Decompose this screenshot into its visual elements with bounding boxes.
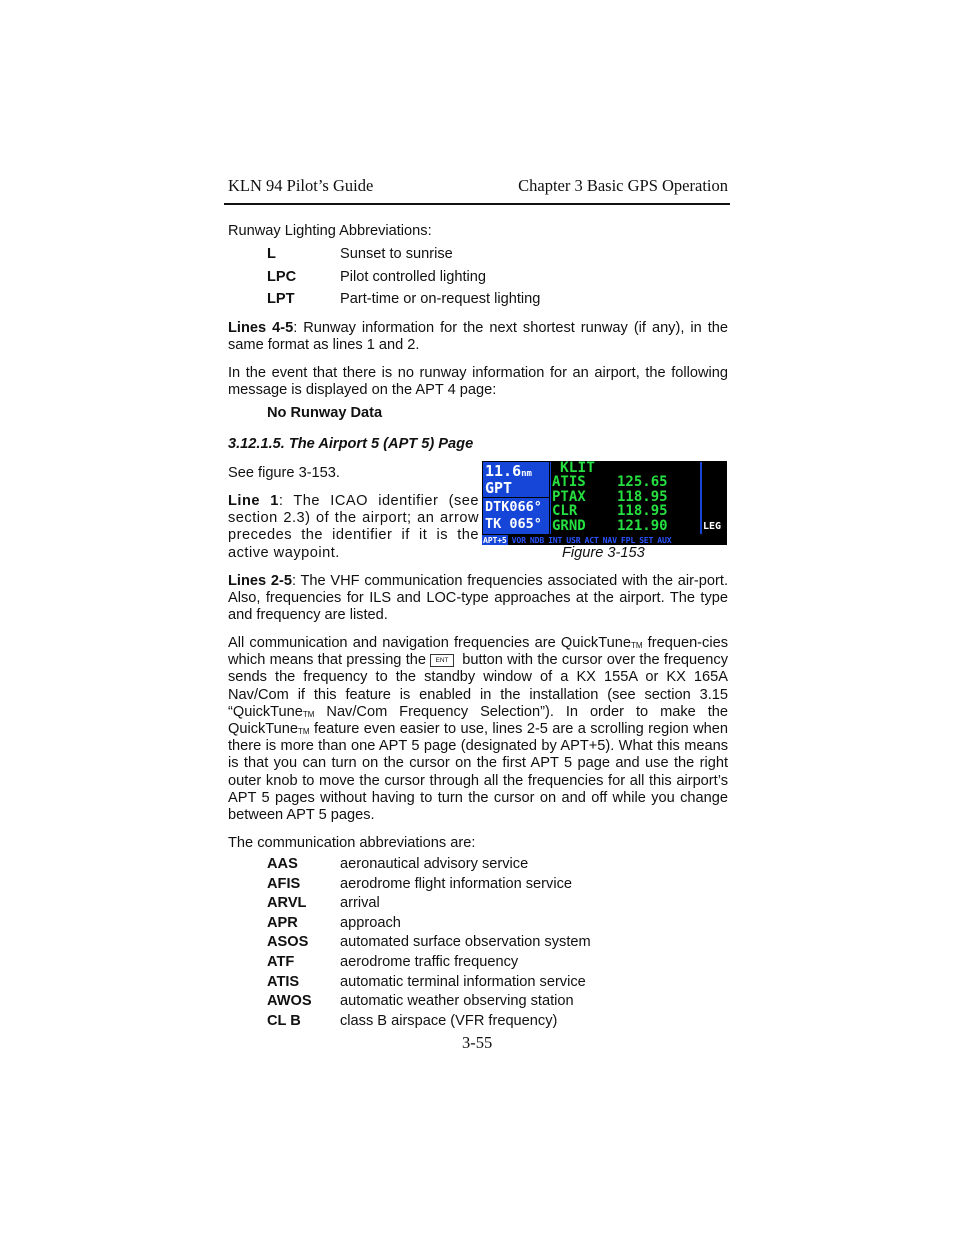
page-number: 3-55 (462, 1033, 493, 1052)
comm-desc: automatic weather observing station (340, 993, 574, 1009)
comm-desc: automated surface observation system (340, 934, 591, 950)
panel-divider (483, 497, 549, 498)
tab-apt5[interactable]: APT+5 (483, 535, 507, 545)
tab-set[interactable]: SET (639, 535, 654, 545)
tab-usr[interactable]: USR (566, 535, 581, 545)
comm-desc: arrival (340, 895, 380, 911)
kln94-apt5-screen (482, 461, 727, 545)
running-header-left: KLN 94 Pilot’s Guide (228, 176, 374, 195)
lines-2-5-label: Lines 2-5 (228, 573, 292, 589)
tab-int[interactable]: INT (548, 535, 563, 545)
frequency-value[interactable]: 121.90 (617, 517, 668, 534)
comm-abbr: AFIS (267, 875, 301, 892)
section-title: 3.12.1.5. The Airport 5 (APT 5) Page (228, 436, 474, 452)
comm-abbr: CL B (267, 1012, 301, 1029)
lighting-abbr: L (267, 246, 276, 262)
lighting-desc: Part-time or on-request lighting (340, 291, 541, 307)
frequency-type: PTAX (552, 488, 586, 505)
line-1-paragraph (228, 493, 479, 562)
lines-4-5-text: : Runway information for the next shortest runway (if any), in the same format as lines 1 and 2. (228, 320, 728, 354)
quicktune-paragraph: All communication and navigation frequencies are QuickTune™ frequen-cies which means that pressing the ENT button with the cursor over the frequency sends the frequency to the standby window of a KX 155A or KX 165A Nav/Com if this feature is enabled in the installation (see section 3.15 “QuickTune™ Nav/Com Frequency Selection”). In order to make the QuickTune™ feature even easier to use, lines 2-5 are a scrolling region when there is more than one APT 5 page (designated by APT+5). What this means is that you can turn on the cursor on the first APT 5 page and use the right outer knob to move the cursor through all the frequencies for all this airport’s APT 5 pages without having to turn the cursor on and off while you change between APT 5 pages. (228, 635, 728, 824)
lighting-desc: Sunset to sunrise (340, 246, 453, 262)
frequency-type: CLR (552, 503, 578, 519)
comm-desc: automatic terminal information service (340, 973, 586, 990)
right-divider (700, 462, 702, 534)
see-figure-text: See figure 3-153. (228, 465, 340, 481)
comm-abbr: ARVL (267, 895, 307, 911)
trademark: TM (630, 641, 643, 650)
tab-aux[interactable]: AUX (657, 535, 672, 545)
comm-intro: The communication abbreviations are: (228, 835, 476, 851)
line-1-text: : The ICAO identifier (see section 2.3) of the airport; an arrow precedes the identifier if it is the active waypoint. (228, 493, 479, 561)
airport-identifier: KLIT (560, 461, 595, 476)
lines-2-5-text: : The VHF communication frequencies associated with the air-port. Also, frequencies for ILS and LOC-type approaches at the airport. The type and frequency are listed. (228, 573, 728, 624)
track-readout: TK 065° (485, 516, 542, 532)
tab-nav[interactable]: NAV (602, 535, 617, 545)
lines-4-5-paragraph (228, 320, 728, 354)
desired-track-readout: DTK066° (485, 499, 542, 515)
comm-abbr: APR (267, 914, 298, 931)
ent-button-icon: ENT (430, 654, 454, 667)
tab-act[interactable]: ACT (584, 535, 599, 545)
comm-desc: class B airspace (VFR frequency) (340, 1012, 558, 1029)
no-runway-message: No Runway Data (267, 405, 383, 421)
lighting-intro: Runway Lighting Abbreviations: (228, 223, 432, 239)
frequency-value[interactable]: 125.65 (617, 474, 668, 490)
comm-desc: aerodrome traffic frequency (340, 954, 519, 970)
tab-vor[interactable]: VOR (511, 535, 526, 545)
column-divider (550, 462, 551, 534)
lighting-abbr: LPC (267, 269, 297, 285)
leg-mode-indicator: LEG (703, 521, 722, 532)
comm-abbr: ATF (267, 954, 295, 970)
frequency-value[interactable]: 118.95 (617, 503, 668, 519)
mode-readout: GPT (485, 479, 513, 497)
frequency-type: GRND (552, 517, 586, 534)
comm-abbr: ASOS (267, 934, 309, 950)
trademark: TM (302, 709, 315, 719)
comm-abbr: AWOS (267, 993, 312, 1009)
frequency-value[interactable]: 118.95 (617, 488, 668, 505)
comm-abbr: ATIS (267, 973, 300, 990)
comm-desc: aeronautical advisory service (340, 856, 529, 872)
figure-caption: Figure 3-153 (562, 545, 645, 561)
comm-abbr: AAS (267, 856, 298, 872)
running-header-right: Chapter 3 Basic GPS Operation (518, 176, 728, 195)
lines-2-5-paragraph (228, 573, 728, 625)
page-tabs (482, 535, 727, 545)
line-1-label: Line 1 (228, 493, 279, 509)
trademark: TM (298, 727, 310, 737)
lighting-desc: Pilot controlled lighting (340, 269, 487, 285)
distance-readout: 11.6nm (485, 462, 532, 480)
comm-desc: approach (340, 914, 401, 931)
frequency-type: ATIS (552, 474, 586, 490)
lines-4-5-label: Lines 4-5 (228, 320, 294, 336)
tab-ndb[interactable]: NDB (529, 535, 545, 545)
comm-desc: aerodrome flight information service (340, 875, 572, 892)
tab-fpl[interactable]: FPL (620, 535, 636, 545)
header-rule (224, 203, 730, 205)
no-runway-paragraph: In the event that there is no runway information for an airport, the following message is displayed on the APT 4 page: (228, 365, 728, 399)
lighting-abbr: LPT (267, 291, 295, 307)
